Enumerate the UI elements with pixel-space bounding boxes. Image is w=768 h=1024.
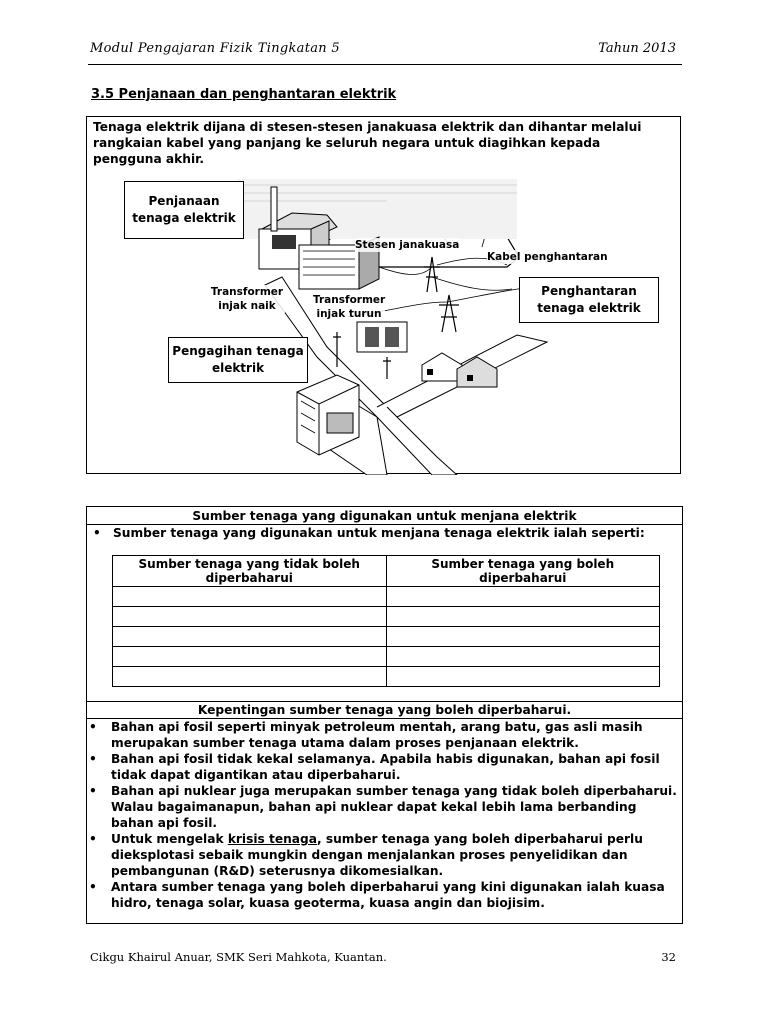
table-row <box>113 607 660 627</box>
table-row <box>113 587 660 607</box>
label-stepdown-transformer: Transformer injak turun <box>313 294 386 320</box>
header-year: Tahun 2013 <box>598 41 676 56</box>
col-nonrenewable: Sumber tenaga yang tidak boleh diperbaharui <box>113 556 387 587</box>
table-cell[interactable] <box>386 607 660 627</box>
label-transmission: Penghantaran tenaga elektrik <box>519 277 659 323</box>
header-title: Modul Pengajaran Fizik Tingkatan 5 <box>90 41 340 56</box>
table-cell[interactable] <box>386 667 660 687</box>
sources-bullet-text: Sumber tenaga yang digunakan untuk menjana tenaga elektrik ialah seperti: <box>113 526 645 540</box>
table-cell[interactable] <box>386 647 660 667</box>
list-item: • Bahan api fosil seperti minyak petroleum mentah, arang batu, gas asli masih merupakan sumber tenaga utama dalam proses penjanaan elektrik. <box>89 720 643 750</box>
list-item: • Bahan api nuklear juga merupakan sumber tenaga yang tidak boleh diperbaharui. Walau bagaimanapun, bahan api nuklear dapat kekal lebih lama berbanding bahan api fosil. <box>89 784 677 830</box>
footer-author: Cikgu Khairul Anuar, SMK Seri Mahkota, Kuantan. <box>90 950 387 964</box>
label-stepup-transformer: Transformer injak naik <box>210 286 284 312</box>
importance-heading: Kepentingan sumber tenaga yang boleh diperbaharui. <box>197 703 572 717</box>
section-title: 3.5 Penjanaan dan penghantaran elektrik <box>91 87 397 102</box>
table-row <box>113 667 660 687</box>
header-divider <box>88 64 682 65</box>
bullet-icon: • <box>89 880 97 894</box>
energy-sources-box <box>86 506 683 924</box>
importance-list <box>87 719 677 911</box>
list-item: • Untuk mengelak krisis tenaga, sumber tenaga yang boleh diperbaharui perlu dieksplotasi sebaik mungkin dengan menjalankan proses penyelidikan dan pembangunan (R&D) seterusnya dikomesialkan. <box>89 832 643 878</box>
sources-heading: Sumber tenaga yang digunakan untuk menjana elektrik <box>192 509 577 523</box>
energy-crisis-term: krisis tenaga <box>227 832 317 846</box>
table-row <box>113 627 660 647</box>
table-header-row <box>113 556 660 587</box>
table-row <box>113 647 660 667</box>
label-cable: Kabel penghantaran <box>487 251 608 263</box>
table-cell[interactable] <box>113 647 387 667</box>
col-renewable: Sumber tenaga yang boleh diperbaharui <box>386 556 660 587</box>
table-cell[interactable] <box>386 627 660 647</box>
bullet-icon: • <box>89 720 97 734</box>
table-cell[interactable] <box>113 667 387 687</box>
list-item: • Bahan api fosil tidak kekal selamanya. Apabila habis digunakan, bahan api fosil tidak dapat digantikan atau diperbaharui. <box>89 752 660 782</box>
table-cell[interactable] <box>113 587 387 607</box>
label-distribution: Pengagihan tenaga elektrik <box>168 337 308 383</box>
table-cell[interactable] <box>113 607 387 627</box>
table-cell[interactable] <box>113 627 387 647</box>
bullet-icon: • <box>89 832 97 846</box>
label-station: Stesen janakuasa <box>355 239 460 251</box>
bullet-icon: • <box>89 752 97 766</box>
bullet-icon: • <box>89 784 97 798</box>
bullet-icon: • <box>93 526 101 540</box>
intro-text: Tenaga elektrik dijana di stesen-stesen janakuasa elektrik dan dihantar melalui rangkaian kabel yang panjang ke seluruh negara untuk diagihkan kepada pengguna akhir. <box>93 120 642 166</box>
table-cell[interactable] <box>386 587 660 607</box>
page-number: 32 <box>661 950 676 964</box>
generation-box <box>86 116 681 474</box>
sources-bullet <box>93 525 645 541</box>
energy-sources-table <box>112 555 660 687</box>
label-generation: Penjanaan tenaga elektrik <box>124 181 244 239</box>
list-item: • Antara sumber tenaga yang boleh diperbaharui yang kini digunakan ialah kuasa hidro, tenaga solar, kuasa geoterma, kuasa angin dan biojisim. <box>89 880 665 910</box>
